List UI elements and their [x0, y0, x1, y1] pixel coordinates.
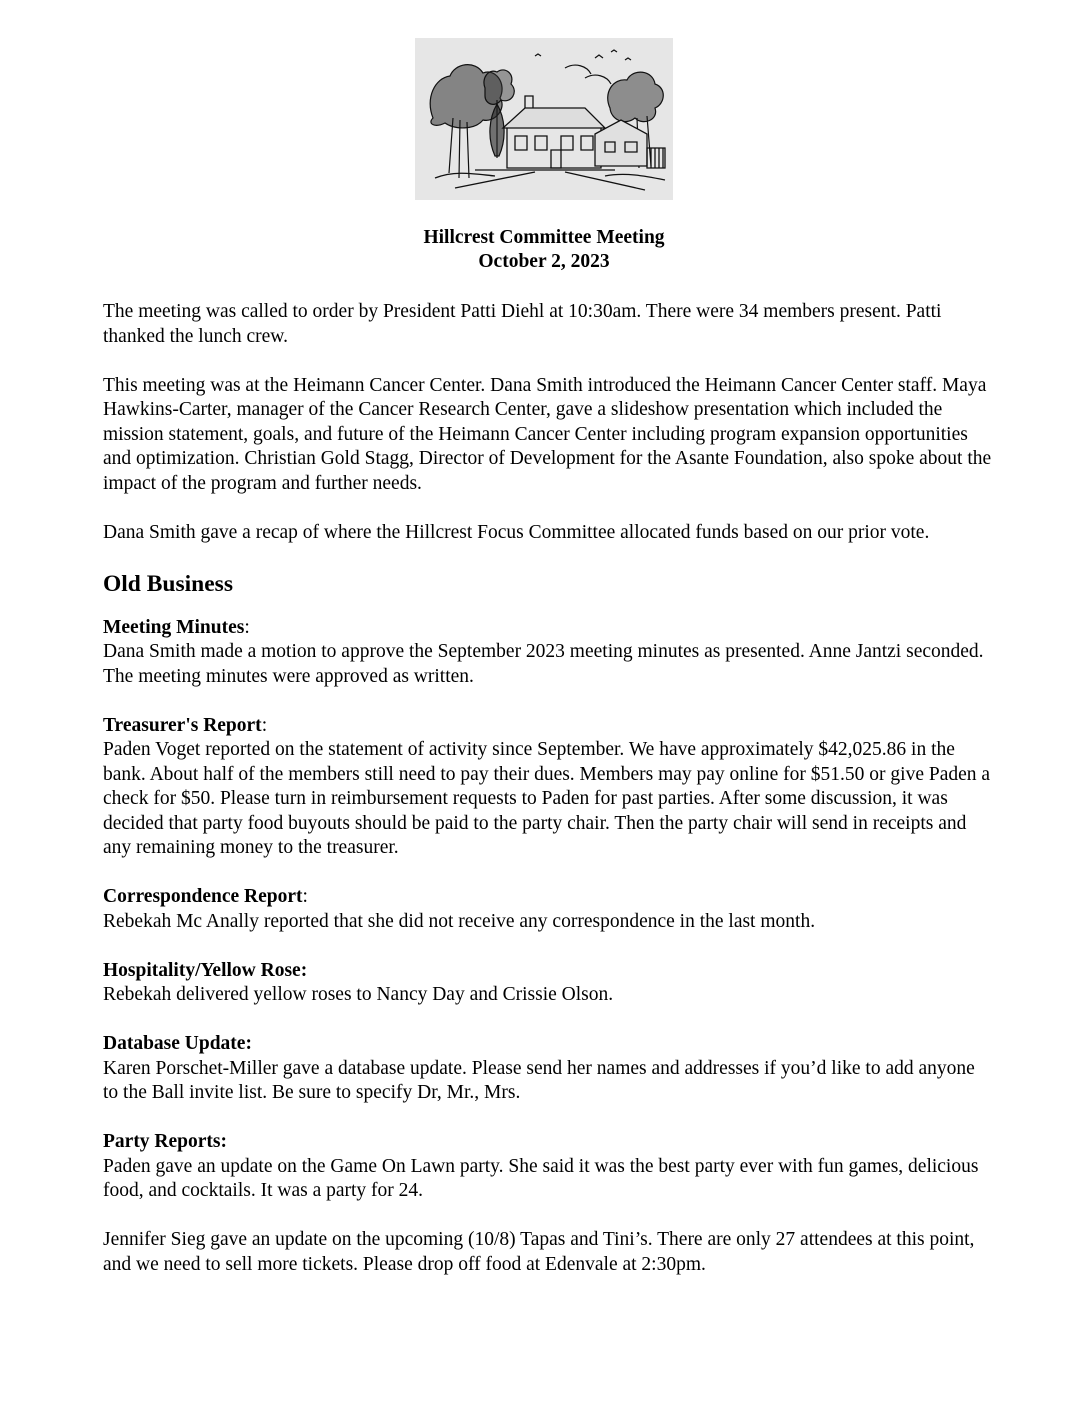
- section-heading-old-business: Old Business: [103, 570, 233, 597]
- subsection-paragraph: Dana Smith made a motion to approve the September 2023 meeting minutes as presented. Anne Jantzi seconded. The meeting minutes were approved as written.: [103, 641, 984, 687]
- subsection-paragraph: Paden gave an update on the Game On Lawn party. She said it was the best party ever with fun games, delicious food, and cocktails. It was a party for 24.: [103, 1155, 979, 1201]
- house-sketch-icon: [415, 38, 673, 200]
- section-meeting-minutes: [103, 616, 993, 690]
- intro-paragraph: Dana Smith gave a recap of where the Hillcrest Focus Committee allocated funds based on our prior vote.: [103, 521, 930, 543]
- subsection-paragraph: Rebekah Mc Anally reported that she did not receive any correspondence in the last month.: [103, 910, 816, 932]
- document-title-block: [0, 226, 1088, 274]
- subsection-heading: Meeting Minutes: [103, 616, 245, 638]
- document-body: [103, 300, 993, 1302]
- meeting-date: October 2, 2023: [478, 251, 610, 272]
- subsection-heading: Correspondence Report: [103, 886, 303, 907]
- section-hospitality-yellow-rose: [103, 959, 993, 1008]
- subsection-paragraph: Jennifer Sieg gave an update on the upcoming (10/8) Tapas and Tini’s. There are only 27 attendees at this point, and we need to sell more tickets. Please drop off food at Edenvale at 2:30pm.: [103, 1229, 975, 1275]
- subsection-heading: Treasurer's Report: [103, 714, 262, 736]
- section-database-update: [103, 1032, 993, 1106]
- document-title: Hillcrest Committee Meeting: [423, 227, 665, 248]
- subsection-paragraph: Rebekah delivered yellow roses to Nancy Day and Crissie Olson.: [103, 984, 614, 1005]
- section-correspondence-report: [103, 885, 993, 934]
- subsection-paragraph: Paden Voget reported on the statement of activity since September. We have approximately $42,025.86 in the bank. About half of the members still need to pay their dues. Members may pay online for $51.50 or give Paden a check for $50. Please turn in reimbursement requests to Paden for past parties. After some discussion, it was decided that party food buyouts should be paid to the party chair. Then the party chair will send in receipts and any remaining money to the treasurer.: [103, 739, 991, 858]
- intro-paragraph: The meeting was called to order by President Patti Diehl at 10:30am. There were 34 members present. Patti thanked the lunch crew.: [103, 301, 942, 347]
- subsection-heading-suffix: :: [302, 886, 308, 907]
- subsection-heading: Party Reports:: [103, 1131, 227, 1152]
- section-treasurers-report: [103, 714, 993, 861]
- subsection-paragraph: Karen Porschet-Miller gave a database update. Please send her names and addresses if you’d like to add anyone to the Ball invite list. Be sure to specify Dr, Mr., Mrs.: [103, 1057, 975, 1103]
- subsection-heading-suffix: :: [244, 616, 250, 638]
- subsection-heading: Database Update:: [103, 1033, 252, 1054]
- subsection-heading-suffix: :: [261, 714, 268, 736]
- house-sketch-logo: [415, 38, 673, 200]
- subsection-heading: Hospitality/Yellow Rose:: [103, 959, 308, 981]
- intro-paragraph: This meeting was at the Heimann Cancer Center. Dana Smith introduced the Heimann Cancer Center staff. Maya Hawkins-Carter, manager of the Cancer Research Center, gave a slideshow presentation which included the mission statement, goals, and future of the Heimann Cancer Center including program expansion opportunities and optimization. Christian Gold Stagg, Director of Development for the Asante Foundation, also spoke about the impact of the program and further needs.: [103, 374, 992, 494]
- section-party-reports: [103, 1130, 993, 1277]
